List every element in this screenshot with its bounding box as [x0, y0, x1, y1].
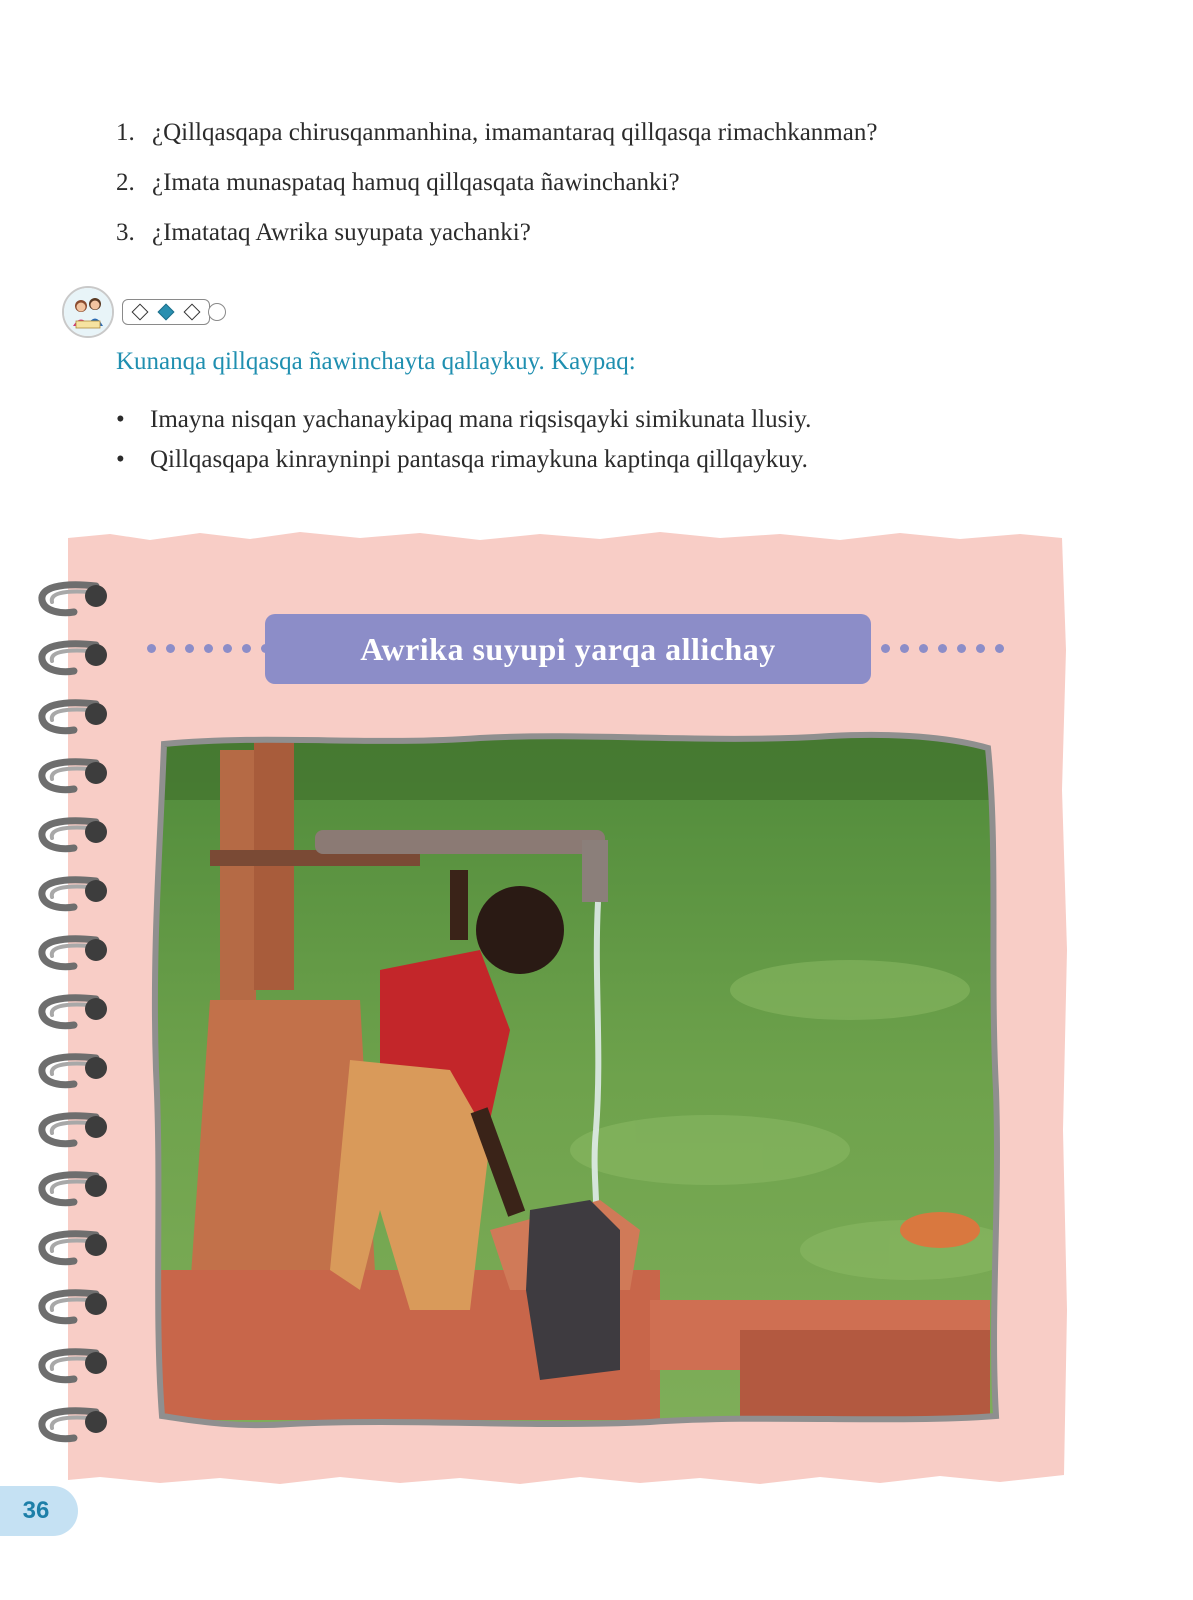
question-text: ¿Imata munaspataq hamuq qillqasqata ñawinchanki? [152, 169, 680, 196]
bullet-text: Imayna nisqan yachanaykipaq mana riqsisqayki simikunata llusiy. [150, 406, 812, 433]
dot [957, 644, 966, 653]
title-dots-right [881, 644, 1004, 653]
bullet-icon: • [116, 406, 125, 433]
dot [900, 644, 909, 653]
bullet-text: Qillqasqapa kinrayninpi pantasqa rimaykuna kaptinqa qillqaykuy. [150, 446, 808, 473]
question-item [116, 158, 877, 208]
dot [223, 644, 232, 653]
question-number: 3. [116, 219, 135, 246]
bullet-icon: • [116, 446, 125, 473]
dot [185, 644, 194, 653]
level-diamonds-icon [122, 299, 210, 325]
diamond-outline-icon [132, 304, 149, 321]
activity-icons [62, 287, 226, 337]
dot [919, 644, 928, 653]
question-list [116, 108, 877, 258]
dot [995, 644, 1004, 653]
instruction-bullets [116, 400, 811, 480]
dot [166, 644, 175, 653]
diamond-filled-icon [158, 304, 175, 321]
diamond-outline-icon [184, 304, 201, 321]
question-text: ¿Qillqasqapa chirusqanmanhina, imamantaraq qillqasqa rimachkanman? [152, 119, 878, 146]
question-text: ¿Imatataq Awrika suyupata yachanki? [152, 219, 531, 246]
dot [938, 644, 947, 653]
question-number: 2. [116, 169, 135, 196]
water-pump-photo [150, 730, 1000, 1430]
dot [242, 644, 251, 653]
activity-instruction: Kunanqa qillqasqa ñawinchayta qallaykuy. Kaypaq: [116, 348, 636, 375]
tag-ring-icon [208, 303, 226, 321]
dot [976, 644, 985, 653]
dot [147, 644, 156, 653]
page-number: 36 [22, 1497, 50, 1524]
question-item [116, 208, 877, 258]
bullet-item [116, 400, 811, 440]
question-number: 1. [116, 119, 135, 146]
children-reading-icon [62, 286, 114, 338]
dot [204, 644, 213, 653]
section-title: Awrika suyupi yarqa allichay [265, 614, 871, 684]
bullet-item [116, 440, 811, 480]
question-item [116, 108, 877, 158]
dot [881, 644, 890, 653]
